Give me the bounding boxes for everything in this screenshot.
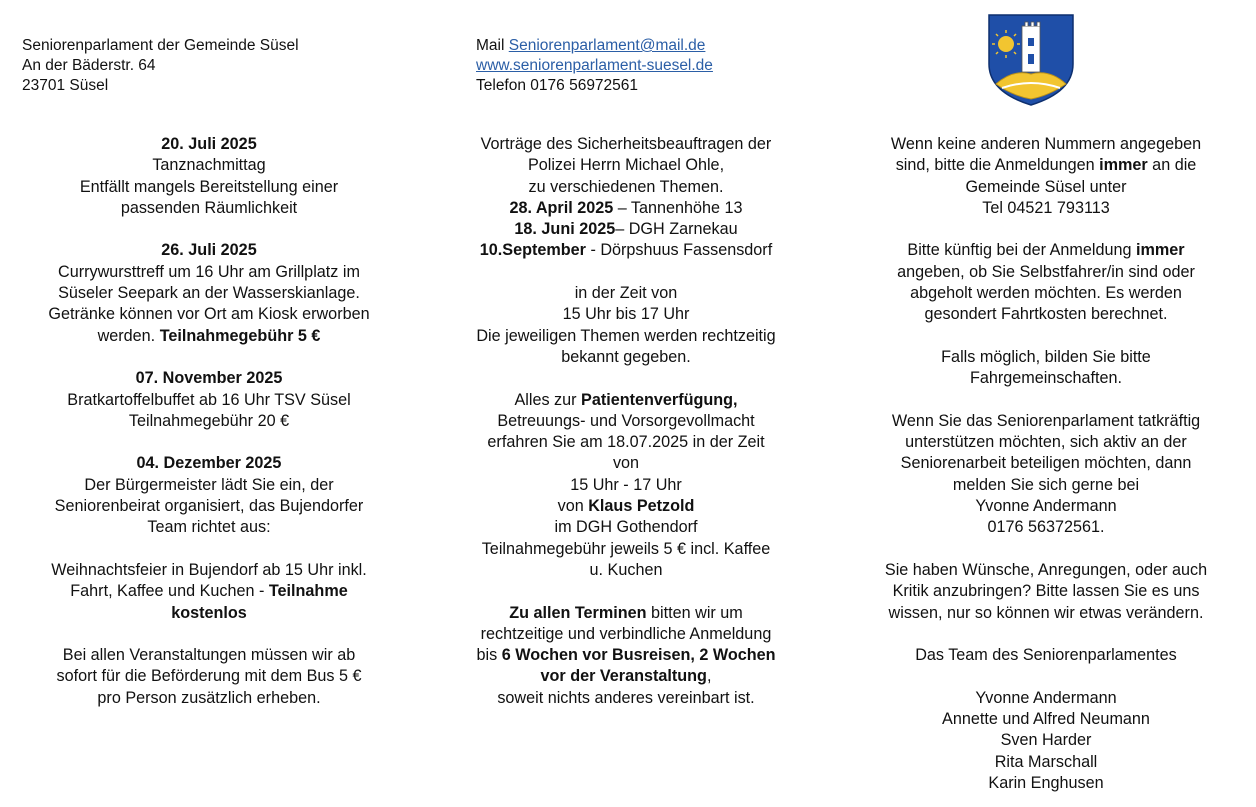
patient-text: 15 Uhr - 17 Uhr [570,475,682,494]
bus-note: Bei allen Veranstaltungen müssen wir ab [62,646,356,665]
team-member: Rita Marschall [994,752,1098,771]
header-contact [476,36,713,96]
info-text-part: Bitte künftig bei der Anmeldung [907,241,1136,260]
org-city: 23701 Süsel [22,77,109,94]
patient-text: erfahren Sie am 18.07.2025 in der Zeit [487,433,765,452]
team-member: Karin Enghusen [988,773,1104,792]
talk-date [454,240,798,261]
info-text: Wenn Sie das Seniorenparlament tatkräftig [891,411,1201,430]
talk-date-bold: 10.September [479,241,586,260]
registration-bold: vor der Veranstaltung [540,667,707,686]
info-text: Seniorenarbeit beteiligen möchten, dann [900,454,1192,473]
info-bold: immer [1099,156,1148,175]
event-text: Seniorenbeirat organisiert, das Bujendorfer [54,497,364,516]
org-street: An der Bäderstr. 64 [22,57,156,74]
event-fee: Teilnahme [268,582,348,601]
team-member: Sven Harder [1000,731,1092,750]
registration-text: soweit nichts anderes vereinbart ist. [497,688,755,707]
mail-label: Mail [476,37,505,54]
info-text [856,240,1236,261]
event-text-part: Fahrt, Kaffee und Kuchen - [70,582,265,601]
talk-date [454,198,798,219]
event-text: Currywursttreff um 16 Uhr am Grillplatz im [58,262,360,281]
talk-date [454,219,798,240]
registration-bold: Zu allen Terminen [509,603,647,622]
talk-location: – Tannenhöhe 13 [613,198,743,217]
info-text: gesondert Fahrtkosten berechnet. [924,305,1168,324]
event-date: 26. Juli 2025 [161,241,257,260]
info-text: Wenn keine anderen Nummern angegeben [890,135,1202,153]
talk-location: – DGH Zarnekau [615,220,738,239]
talk-text: zu verschiedenen Themen. [528,177,724,196]
info-text-part: an die [1147,156,1197,175]
patient-text: Teilnahmegebühr jeweils 5 € incl. Kaffee [481,539,771,558]
event-text: passenden Räumlichkeit [120,198,298,217]
registration-text-part: bis [476,646,502,665]
event-date: 20. Juli 2025 [161,135,257,153]
speaker-name: Klaus Petzold [588,497,695,516]
phone: Telefon 0176 56972561 [476,77,639,94]
info-text: wissen, nur so können wir etwas verändern. [888,603,1204,622]
patient-text: Betreuungs- und Vorsorgevollmacht [497,411,755,430]
contact-phone: 0176 56372561. [987,518,1105,537]
registration-text [454,645,798,666]
info-text-part: sind, bitte die Anmeldungen [895,156,1100,175]
website-link[interactable]: www.seniorenparlament-suesel.de [476,57,713,74]
patient-text-part: Alles zur [514,390,582,409]
patient-text: im DGH Gothendorf [554,518,698,537]
registration-text-part: , [706,667,712,686]
event-text: Bratkartoffelbuffet ab 16 Uhr TSV Süsel [67,390,351,409]
info-text: Kritik anzubringen? Bitte lassen Sie es uns [892,582,1200,601]
info-bold: immer [1135,241,1185,260]
contact-name: Yvonne Andermann [975,497,1117,516]
info-text: Falls möglich, bilden Sie bitte [941,347,1151,366]
team-member: Annette und Alfred Neumann [942,710,1150,729]
column-events [22,134,396,709]
registration-text-part: bitten wir um [646,603,743,622]
mail-link[interactable]: Seniorenparlament@mail.de [508,37,706,54]
header-address [22,36,299,96]
talk-text: Polizei Herrn Michael Ohle, [527,156,725,175]
event-text [22,326,396,347]
event-text: Team richtet aus: [147,518,271,537]
org-name: Seniorenparlament der Gemeinde Süsel [22,37,299,54]
registration-text [454,666,798,687]
event-title: Tanznachmittag [152,156,266,175]
patient-speaker [454,496,798,517]
event-text: Entfällt mangels Bereitstellung einer [79,177,339,196]
patient-text-part: von [557,497,589,516]
talk-time: 15 Uhr bis 17 Uhr [562,305,690,324]
talk-time: bekannt gegeben. [561,347,691,366]
event-text [22,581,396,602]
event-text: Der Bürgermeister lädt Sie ein, der [84,475,334,494]
event-fee: Teilnahmegebühr 5 € [159,326,321,345]
bus-note: pro Person zusätzlich erheben. [97,688,321,707]
info-phone: Tel 04521 793113 [982,198,1110,217]
team-title: Das Team des Seniorenparlamentes [915,646,1177,665]
team-member: Yvonne Andermann [975,688,1117,707]
event-text: Süseler Seepark an der Wasserskianlage. [58,284,360,303]
info-text: Gemeinde Süsel unter [965,177,1127,196]
event-date: 04. Dezember 2025 [136,454,282,473]
registration-text: rechtzeitige und verbindliche Anmeldung [480,624,772,643]
column-talks [454,134,798,709]
patient-text [454,390,798,411]
info-text: Fahrgemeinschaften. [969,369,1123,388]
event-text: Getränke können vor Ort am Kiosk erworben [48,305,370,324]
talk-time: Die jeweiligen Themen werden rechtzeitig [476,326,776,345]
event-fee: Teilnahmegebühr 20 € [128,411,290,430]
patient-text: u. Kuchen [589,560,663,579]
event-text-part: werden. [97,326,156,345]
info-text [856,155,1236,176]
talk-text: Vorträge des Sicherheitsbeauftragen der [480,135,772,153]
mail-line [476,36,713,56]
bus-note: sofort für die Beförderung mit dem Bus 5 € [56,667,362,686]
event-fee: kostenlos [171,603,247,622]
info-text: melden Sie sich gerne bei [952,475,1140,494]
info-text: unterstützen möchten, sich aktiv an der [905,433,1187,452]
event-date: 07. November 2025 [135,369,283,388]
event-text: Weihnachtsfeier in Bujendorf ab 15 Uhr inkl. [51,560,367,579]
info-text: angeben, ob Sie Selbstfahrer/in sind oder [897,262,1195,281]
patient-text: von [612,454,640,473]
registration-text [454,603,798,624]
patient-topic: Patientenverfügung, [581,390,738,409]
coat-of-arms-icon [988,14,1074,106]
registration-bold: 6 Wochen vor Busreisen, 2 Wochen [501,646,776,665]
info-text: Sie haben Wünsche, Anregungen, oder auch [884,560,1208,579]
info-text: abgeholt werden möchten. Es werden [910,284,1182,303]
talk-time: in der Zeit von [574,284,678,303]
talk-location: - Dörpshuus Fassensdorf [585,241,773,260]
talk-date-bold: 28. April 2025 [509,198,614,217]
talk-date-bold: 18. Juni 2025 [514,220,616,239]
column-info [856,134,1236,794]
